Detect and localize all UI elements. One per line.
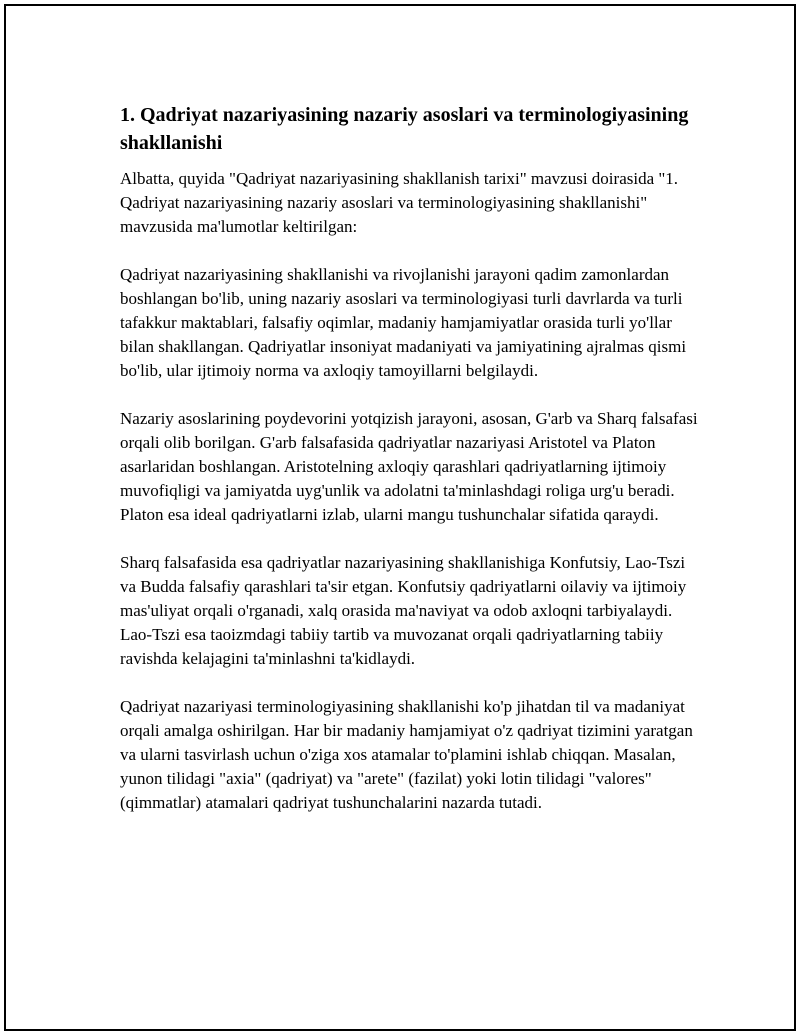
paragraph-eastern-philosophy: Sharq falsafasida esa qadriyatlar nazariyasining shakllanishiga Konfutsiy, Lao-Tszi va Budda falsafiy qarashlari ta'sir etgan. Konfutsiy qadriyatlarni oilaviy va ijtimoiy mas'uliyat orqali o'rganadi, xalq orasida ma'naviyat va odob axloqni tarbiyalaydi. Lao-Tszi esa taoizmdagi tabiiy tartib va muvozanat orqali qadriyatlarning tabiiy ravishda kelajagini ta'minlashni ta'kidlaydi. (120, 553, 687, 668)
paragraph-western-philosophy: Nazariy asoslarining poydevorini yotqizish jarayoni, asosan, G'arb va Sharq falsafasi orqali olib borilgan. G'arb falsafasida qadriyatlar nazariyasi Aristotel va Platon asarlaridan boshlangan. Aristotelning axloqiy qarashlari qadriyatlarning ijtimoiy muvofiqligi va jamiyatda uyg'unlik va adolatni ta'minlashdagi roliga urg'u beradi. Platon esa ideal qadriyatlarni izlab, ularni mangu tushunchalar sifatida qaraydi. (120, 409, 698, 524)
paragraph-terminology: Qadriyat nazariyasi terminologiyasining shakllanishi ko'p jihatdan til va madaniyat orqali amalga oshirilgan. Har bir madaniy hamjamiyat o'z qadriyat tizimini yaratgan va ularni tasvirlash uchun o'ziga xos atamalar to'plamini ishlab chiqqan. Masalan, yunon tilidagi "axia" (qadriyat) va "arete" (fazilat) yoki lotin tilidagi "valores" (qimmatlar) atamalari qadriyat tushunchalarini nazarda tutadi. (120, 697, 693, 812)
page-frame (4, 4, 796, 1031)
paragraph-origins: Qadriyat nazariyasining shakllanishi va rivojlanishi jarayoni qadim zamonlardan boshlangan bo'lib, uning nazariy asoslari va terminologiyasi turli davrlarda va turli tafakkur maktablari, falsafiy oqimlar, madaniy hamjamiyatlar orasida turli yo'llar bilan shakllangan. Qadriyatlar insoniyat madaniyati va jamiyatining ajralmas qismi bo'lib, ular ijtimoiy norma va axloqiy tamoyillarni belgilaydi. (120, 265, 687, 380)
paragraph-intro: Albatta, quyida "Qadriyat nazariyasining shakllanish tarixi" mavzusi doirasida "1. Qadriyat nazariyasining nazariy asoslari va terminologiyasining shakllanishi" mavzusida ma'lumotlar keltirilgan: (120, 169, 679, 236)
document-body (120, 101, 700, 839)
document-title: 1. Qadriyat nazariyasining nazariy asoslari va terminologiyasining shakllanishi (120, 104, 689, 154)
